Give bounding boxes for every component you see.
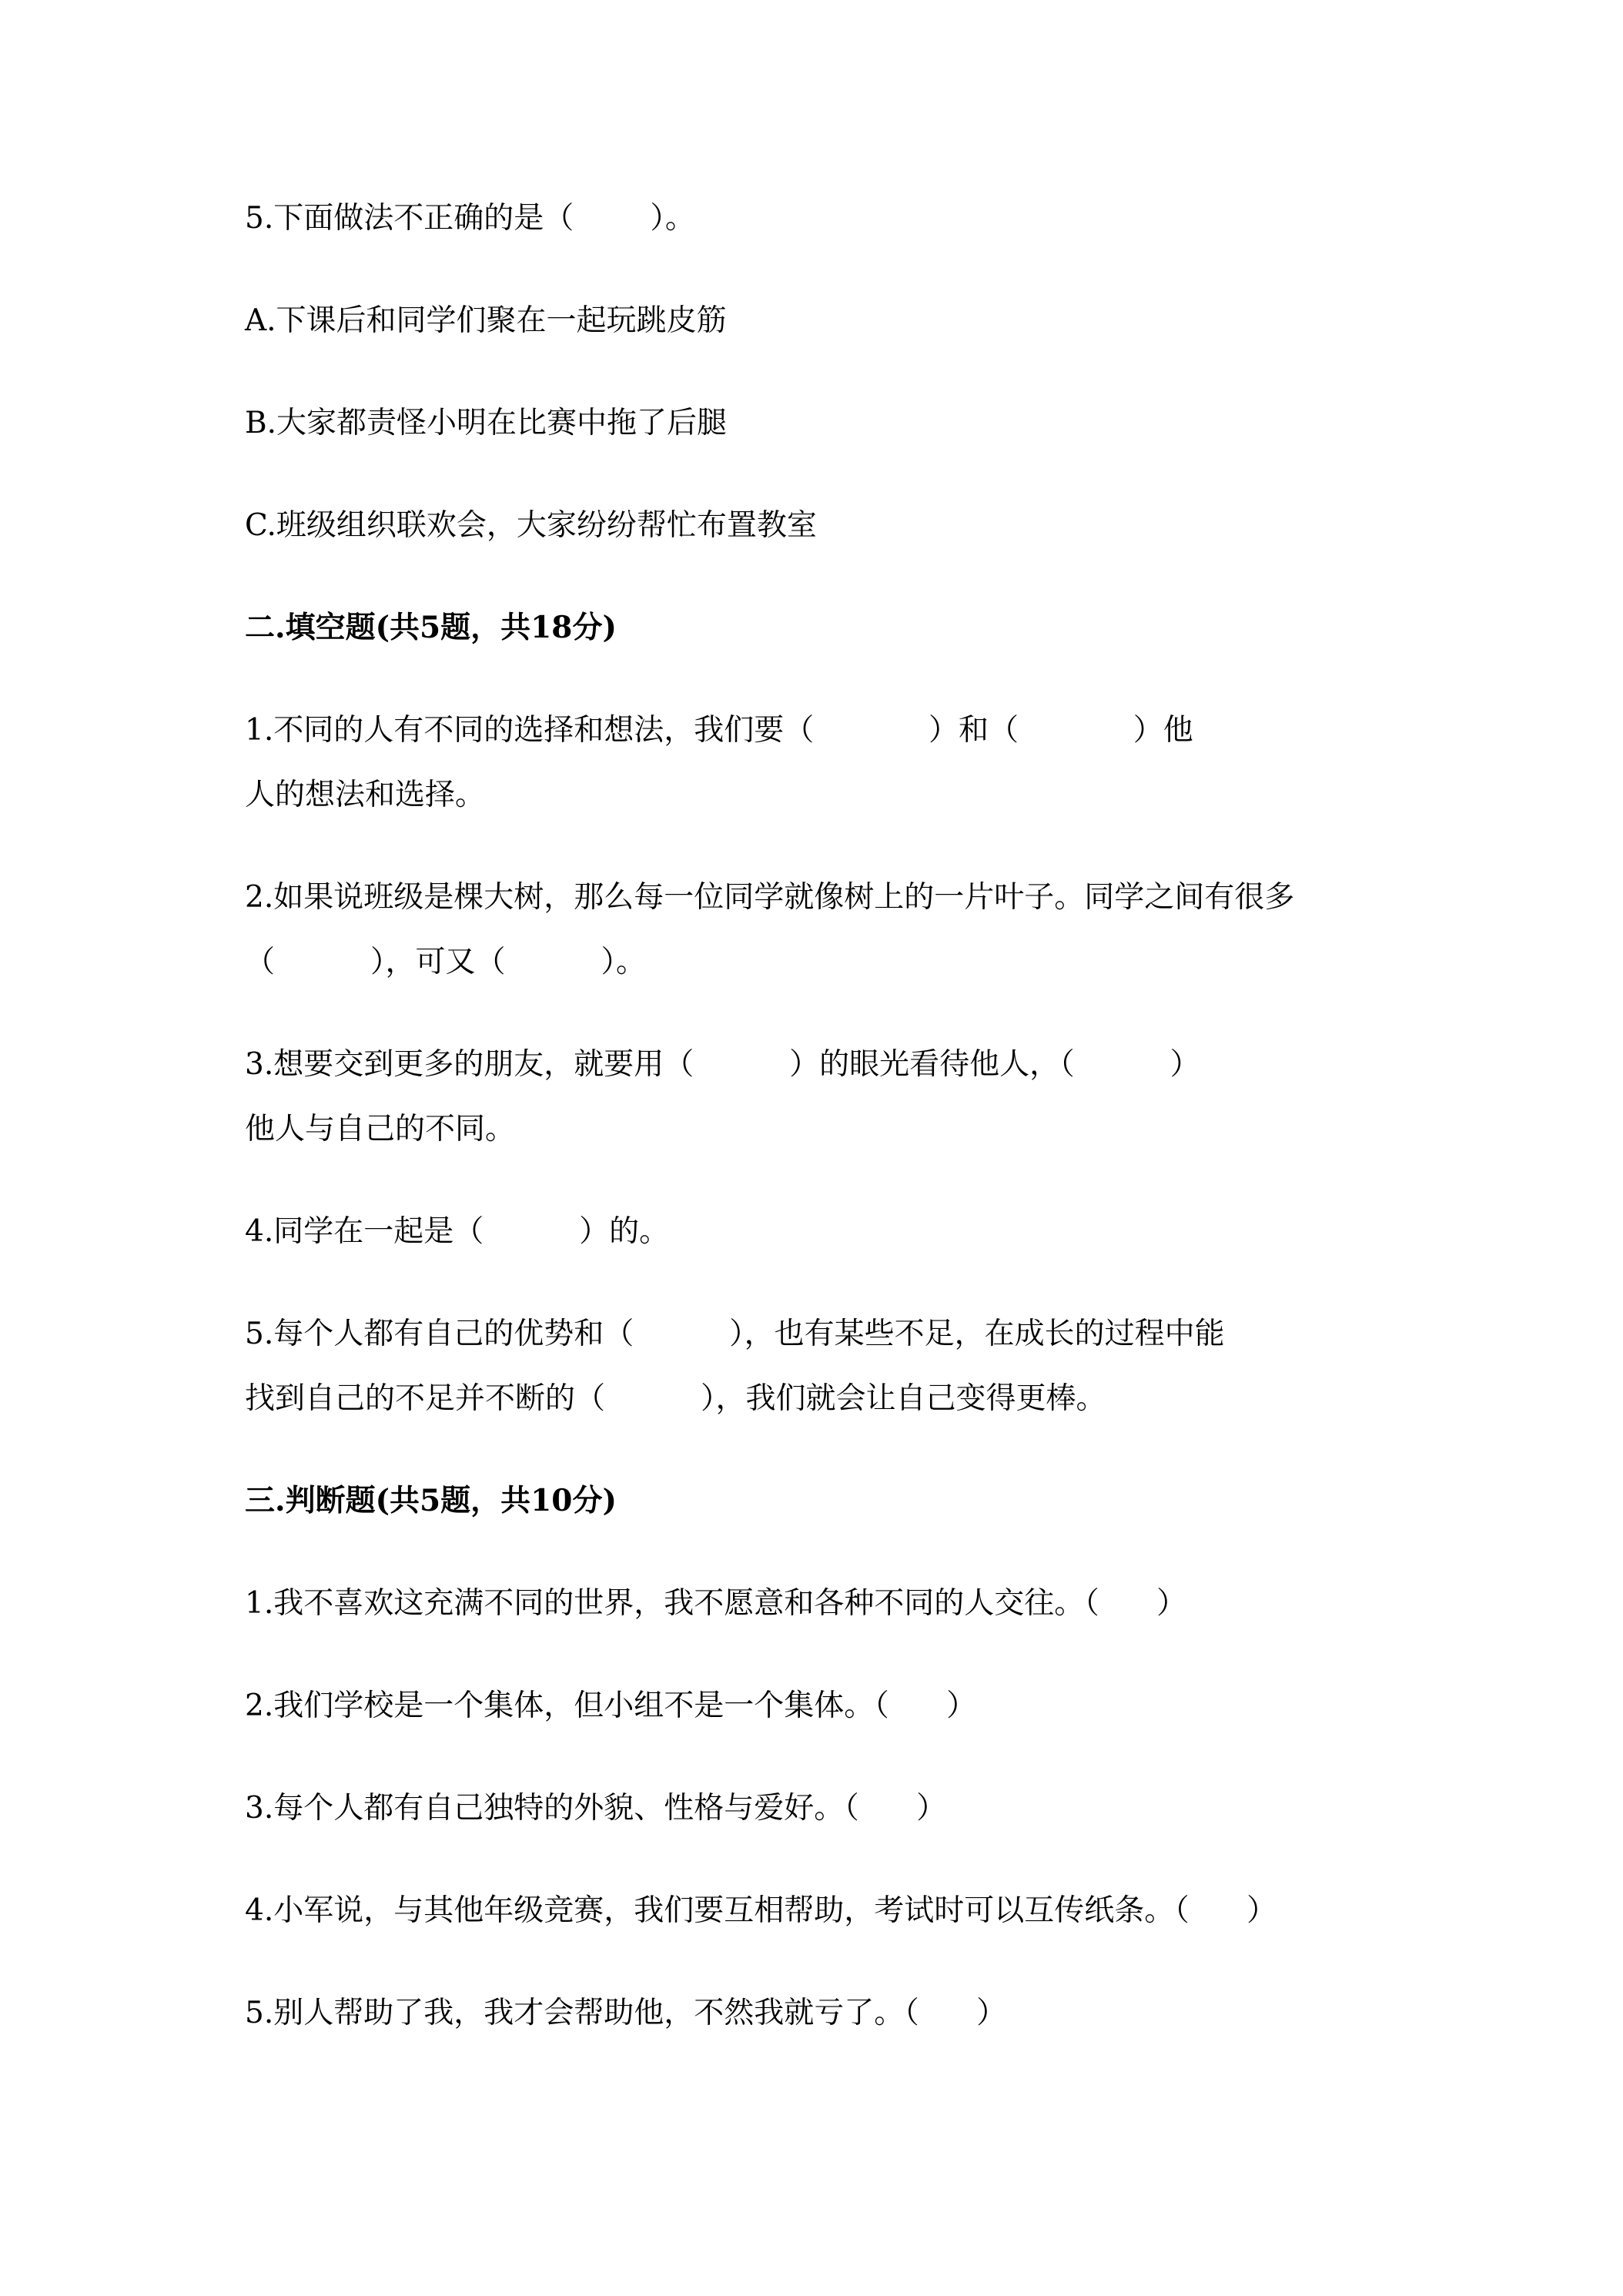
fill-q4: 4.同学在一起是（ ）的。 <box>245 1214 670 1249</box>
fill-q2-line1: 2.如果说班级是棵大树，那么每一位同学就像树上的一片叶子。同学之间有很多 <box>245 880 1295 915</box>
choice-q5-stem: 5.下面做法不正确的是（ ）。 <box>245 201 695 236</box>
judge-q1: 1.我不喜欢这充满不同的世界，我不愿意和各种不同的人交往。（ ） <box>245 1586 1187 1621</box>
fill-q3-line2: 他人与自己的不同。 <box>245 1112 516 1146</box>
section2-heading: 二.填空题(共5题，共18分) <box>245 610 617 645</box>
judge-q4: 4.小军说，与其他年级竞赛，我们要互相帮助，考试时可以互传纸条。（ ） <box>245 1893 1277 1928</box>
section3-heading: 三.判断题(共5题，共10分) <box>245 1483 617 1518</box>
fill-q5-line1: 5.每个人都有自己的优势和（ ），也有某些不足，在成长的过程中能 <box>245 1317 1225 1351</box>
fill-q2-line2: （ ），可又（ ）。 <box>245 945 646 979</box>
fill-q1-line1: 1.不同的人有不同的选择和想法，我们要（ ）和（ ）他 <box>245 713 1193 748</box>
fill-q1-line2: 人的想法和选择。 <box>245 778 486 812</box>
choice-q5-option-c: C.班级组织联欢会，大家纷纷帮忙布置教室 <box>245 508 817 543</box>
judge-q3: 3.每个人都有自己独特的外貌、性格与爱好。（ ） <box>245 1791 947 1826</box>
choice-q5-option-a: A.下课后和同学们聚在一起玩跳皮筋 <box>245 303 727 338</box>
judge-q2: 2.我们学校是一个集体，但小组不是一个集体。（ ） <box>245 1689 977 1723</box>
choice-q5-option-b: B.大家都责怪小明在比赛中拖了后腿 <box>245 406 728 440</box>
fill-q3-line1: 3.想要交到更多的朋友，就要用（ ）的眼光看待他人，（ ） <box>245 1047 1200 1082</box>
fill-q5-line2: 找到自己的不足并不断的（ ），我们就会让自己变得更棒。 <box>245 1381 1106 1416</box>
judge-q5: 5.别人帮助了我，我才会帮助他，不然我就亏了。（ ） <box>245 1996 1007 2030</box>
